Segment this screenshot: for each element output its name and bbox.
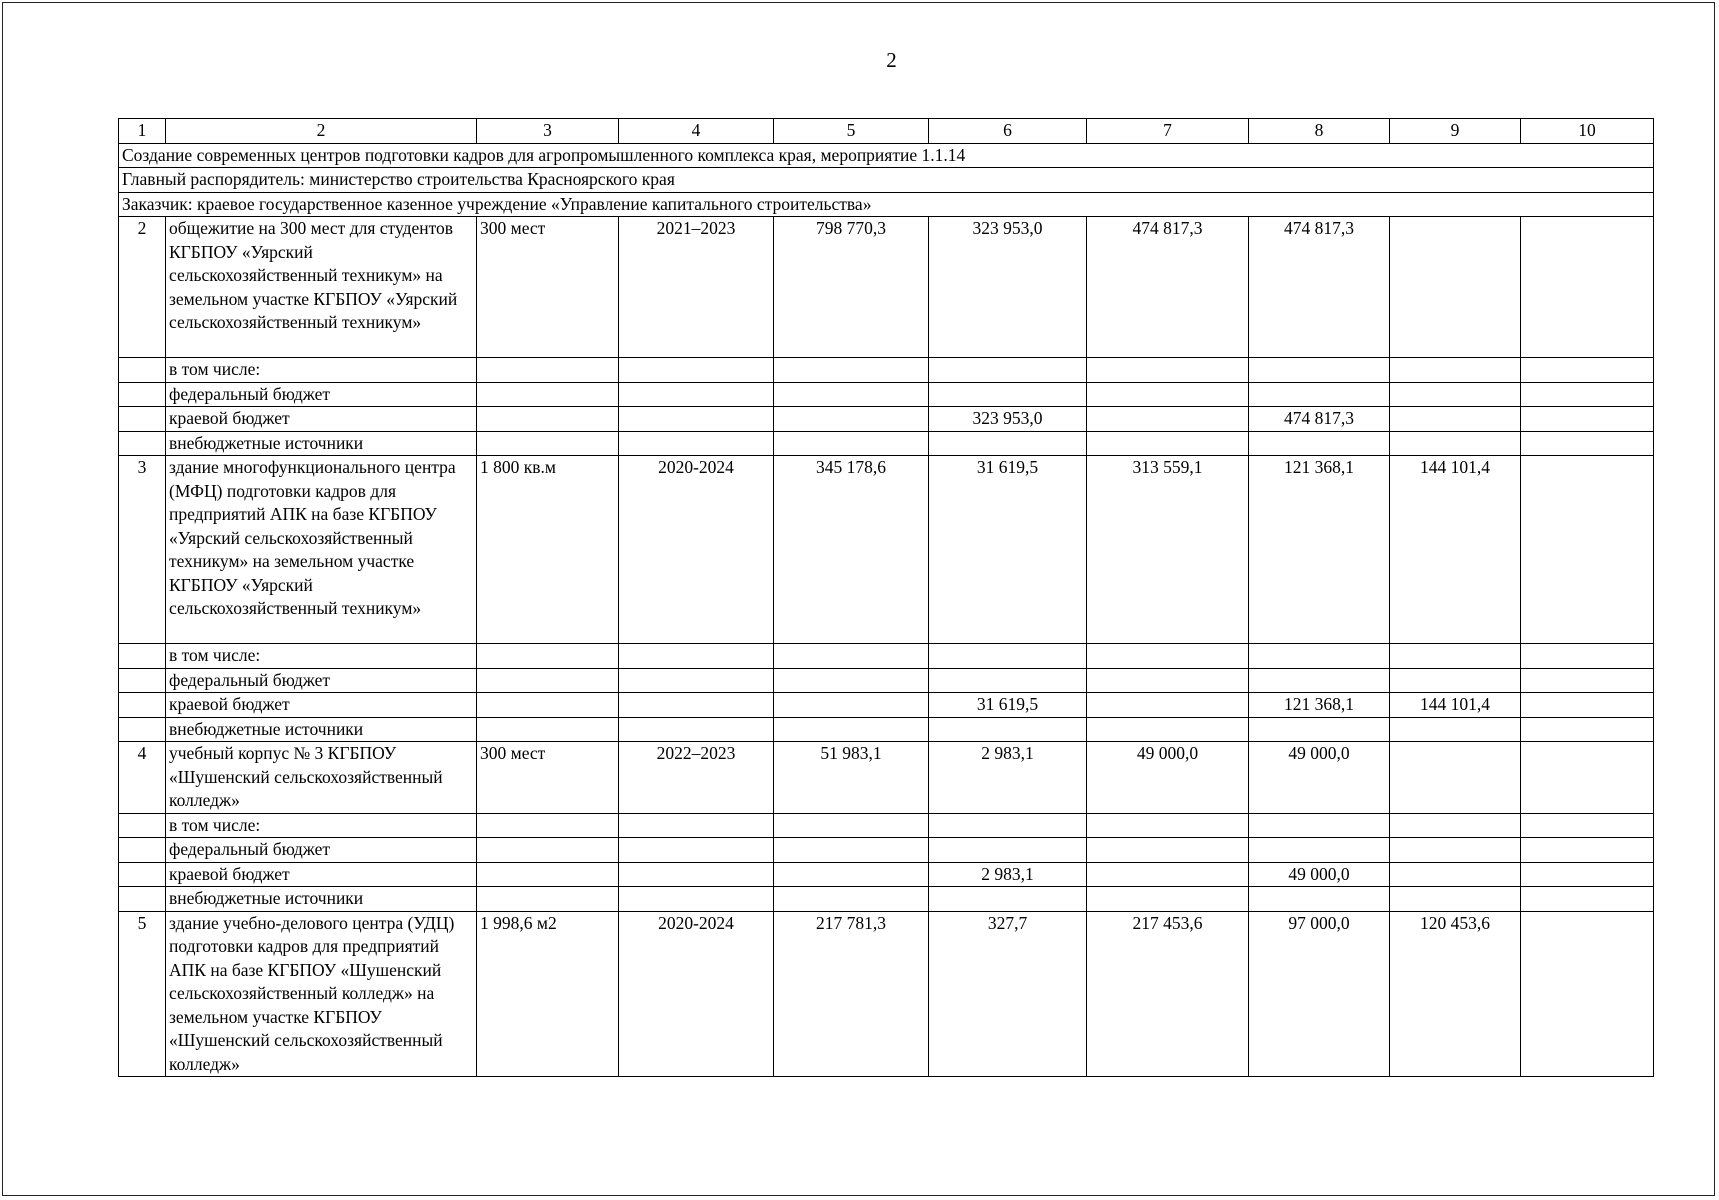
item-col9: 120 453,6 xyxy=(1390,911,1521,1077)
item-col10 xyxy=(1521,456,1654,644)
item-number: 4 xyxy=(119,742,166,814)
incl-label: в том числе: xyxy=(166,644,477,669)
item-col8: 49 000,0 xyxy=(1249,742,1390,814)
offbudget-label: внебюджетные источники xyxy=(166,887,477,912)
item-col8: 121 368,1 xyxy=(1249,456,1390,644)
item-capacity: 1 998,6 м2 xyxy=(477,911,619,1077)
table-row xyxy=(119,838,1654,863)
col-header: 8 xyxy=(1249,119,1390,144)
item-name: здание учебно-делового центра (УДЦ) подготовки кадров для предприятий АПК на базе КГБПОУ «Шушенский сельскохозяйственный колледж» на земельном участке КГБПОУ «Шушенский сельскохозяйственный колледж» xyxy=(166,911,477,1077)
table-row xyxy=(119,813,1654,838)
table-row xyxy=(119,742,1654,814)
federal-label: федеральный бюджет xyxy=(166,382,477,407)
col-header: 4 xyxy=(619,119,774,144)
item-number: 2 xyxy=(119,217,166,358)
item-col10 xyxy=(1521,911,1654,1077)
item-col7: 49 000,0 xyxy=(1087,742,1249,814)
incl-label: в том числе: xyxy=(166,813,477,838)
customer: Заказчик: краевое государственное казенное учреждение «Управление капитального строительства» xyxy=(119,192,1654,217)
regional-label: краевой бюджет xyxy=(166,862,477,887)
col-header: 10 xyxy=(1521,119,1654,144)
col-header: 1 xyxy=(119,119,166,144)
table-row xyxy=(119,887,1654,912)
incl-label: в том числе: xyxy=(166,358,477,383)
item-col10 xyxy=(1521,742,1654,814)
item-col6: 31 619,5 xyxy=(929,456,1087,644)
table-row xyxy=(119,217,1654,358)
item-name: общежитие на 300 мест для студентов КГБПОУ «Уярский сельскохозяйственный техникум» на земельном участке КГБПОУ «Уярский сельскохозяйственный техникум» xyxy=(166,217,477,358)
column-number-row xyxy=(119,119,1654,144)
item-col9 xyxy=(1390,217,1521,358)
item-col6: 327,7 xyxy=(929,911,1087,1077)
federal-label: федеральный бюджет xyxy=(166,668,477,693)
regional-col8: 49 000,0 xyxy=(1249,862,1390,887)
item-total: 217 781,3 xyxy=(774,911,929,1077)
item-col7: 313 559,1 xyxy=(1087,456,1249,644)
table-row xyxy=(119,911,1654,1077)
offbudget-label: внебюджетные источники xyxy=(166,717,477,742)
item-col6: 2 983,1 xyxy=(929,742,1087,814)
regional-col6: 31 619,5 xyxy=(929,693,1087,718)
table-row xyxy=(119,862,1654,887)
item-col6: 323 953,0 xyxy=(929,217,1087,358)
regional-label: краевой бюджет xyxy=(166,693,477,718)
table-row xyxy=(119,358,1654,383)
item-capacity: 1 800 кв.м xyxy=(477,456,619,644)
col-header: 2 xyxy=(166,119,477,144)
col-header: 5 xyxy=(774,119,929,144)
item-total: 798 770,3 xyxy=(774,217,929,358)
regional-col6: 323 953,0 xyxy=(929,407,1087,432)
table-row xyxy=(119,431,1654,456)
item-total: 51 983,1 xyxy=(774,742,929,814)
item-period: 2020-2024 xyxy=(619,456,774,644)
regional-col8: 121 368,1 xyxy=(1249,693,1390,718)
item-col10 xyxy=(1521,217,1654,358)
col-header: 7 xyxy=(1087,119,1249,144)
col-header: 6 xyxy=(929,119,1087,144)
offbudget-label: внебюджетные источники xyxy=(166,431,477,456)
regional-col9: 144 101,4 xyxy=(1390,693,1521,718)
table-row xyxy=(119,456,1654,644)
regional-col9 xyxy=(1390,862,1521,887)
col-header: 9 xyxy=(1390,119,1521,144)
budget-table xyxy=(118,118,1654,1077)
item-col7: 217 453,6 xyxy=(1087,911,1249,1077)
table-row xyxy=(119,717,1654,742)
table-row xyxy=(119,644,1654,669)
item-number: 3 xyxy=(119,456,166,644)
federal-label: федеральный бюджет xyxy=(166,838,477,863)
item-col8: 97 000,0 xyxy=(1249,911,1390,1077)
item-col9 xyxy=(1390,742,1521,814)
section-title: Создание современных центров подготовки кадров для агропромышленного комплекса края, мероприятие 1.1.14 xyxy=(119,143,1654,168)
regional-col9 xyxy=(1390,407,1521,432)
regional-label: краевой бюджет xyxy=(166,407,477,432)
item-capacity: 300 мест xyxy=(477,742,619,814)
table-row xyxy=(119,693,1654,718)
item-col9: 144 101,4 xyxy=(1390,456,1521,644)
table-row xyxy=(119,668,1654,693)
col-header: 3 xyxy=(477,119,619,144)
table-row xyxy=(119,382,1654,407)
table-row xyxy=(119,407,1654,432)
item-total: 345 178,6 xyxy=(774,456,929,644)
item-name: учебный корпус № 3 КГБПОУ «Шушенский сельскохозяйственный колледж» xyxy=(166,742,477,814)
item-period: 2022–2023 xyxy=(619,742,774,814)
item-col8: 474 817,3 xyxy=(1249,217,1390,358)
item-col7: 474 817,3 xyxy=(1087,217,1249,358)
page-number: 2 xyxy=(886,48,897,72)
manager-row xyxy=(119,168,1654,193)
regional-col8: 474 817,3 xyxy=(1249,407,1390,432)
item-period: 2020-2024 xyxy=(619,911,774,1077)
main-manager: Главный распорядитель: министерство строительства Красноярского края xyxy=(119,168,1654,193)
item-name: здание многофункционального центра (МФЦ) подготовки кадров для предприятий АПК на базе КГБПОУ «Уярский сельскохозяйственный техникум» на земельном участке КГБПОУ «Уярский сельскохозяйственный техникум» xyxy=(166,456,477,644)
item-period: 2021–2023 xyxy=(619,217,774,358)
customer-row xyxy=(119,192,1654,217)
item-number: 5 xyxy=(119,911,166,1077)
section-title-row xyxy=(119,143,1654,168)
regional-col6: 2 983,1 xyxy=(929,862,1087,887)
item-capacity: 300 мест xyxy=(477,217,619,358)
